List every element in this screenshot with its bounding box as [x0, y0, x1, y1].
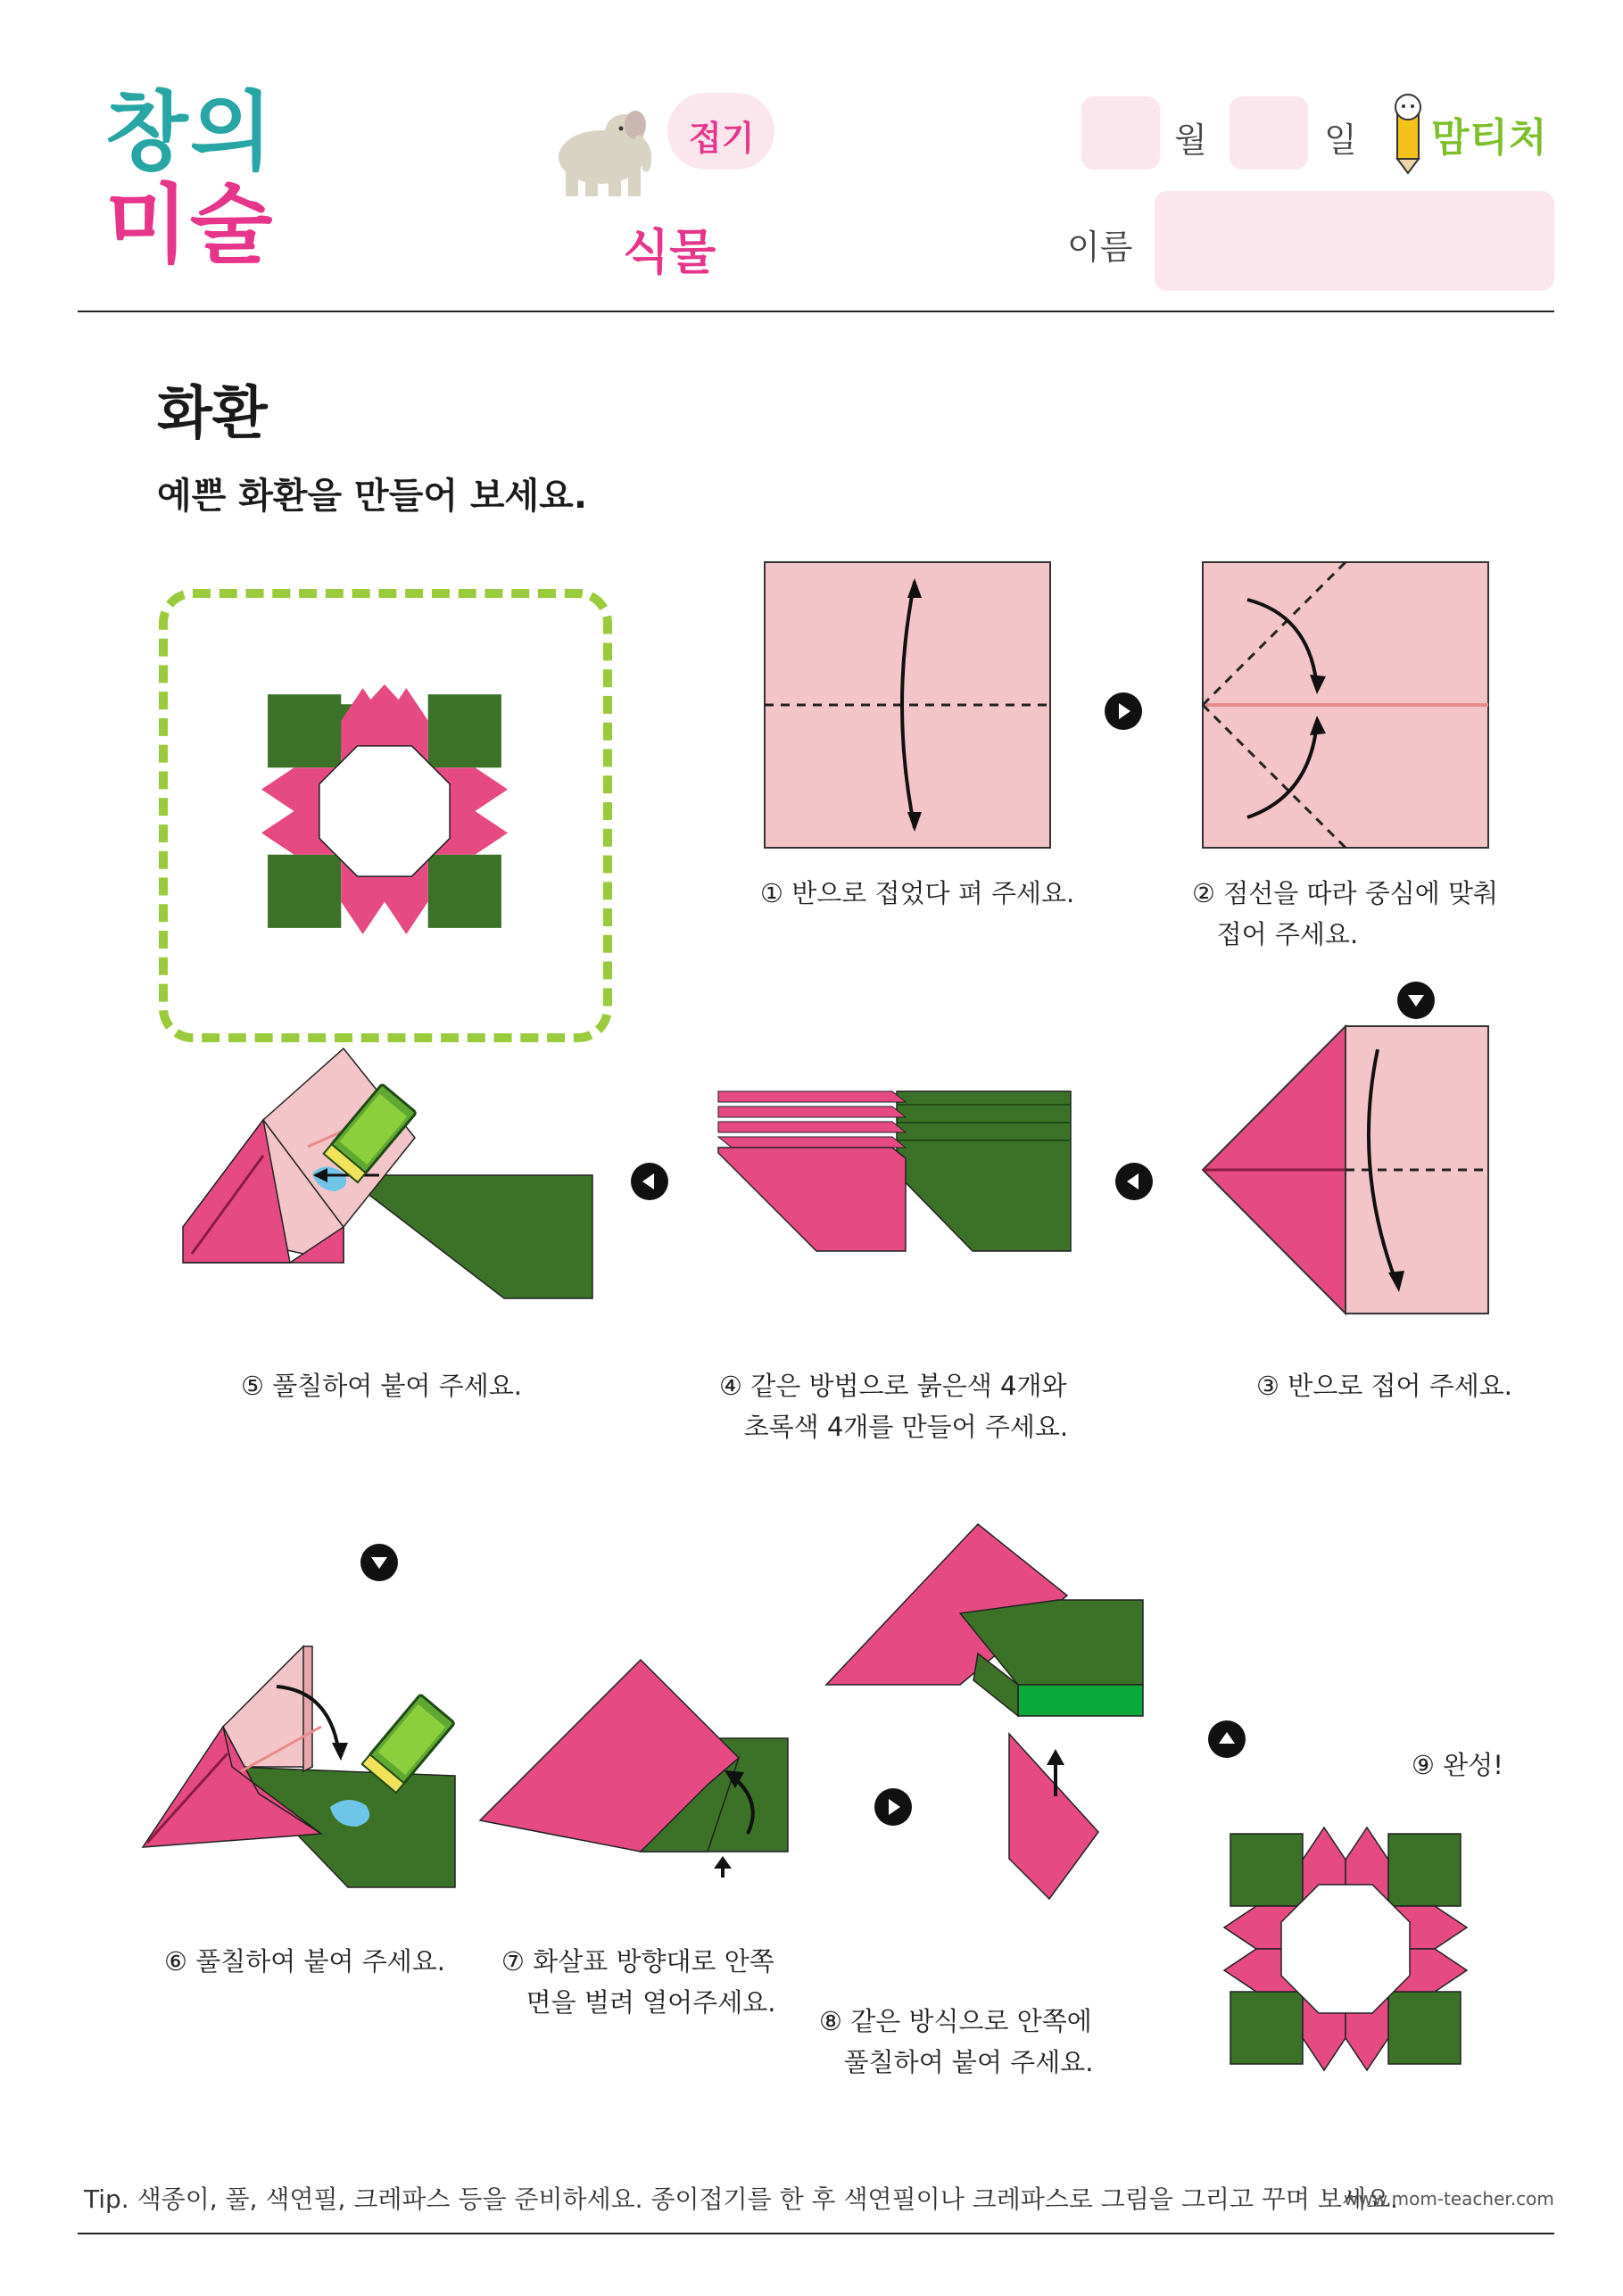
step-2-diagram [1203, 562, 1488, 848]
next-arrow-icon [1397, 982, 1435, 1019]
step-7-diagram [480, 1660, 792, 1878]
step-4-diagram [718, 1089, 1071, 1254]
header-divider [78, 311, 1554, 312]
subject-label: 식물 [623, 224, 716, 280]
month-field[interactable] [1081, 96, 1160, 170]
step-6-caption: ⑥ 풀칠하여 붙여 주세요. [164, 1946, 445, 1977]
step-7-caption: ⑦ 화살표 방향대로 안쪽 면을 벌려 열어주세요. [501, 1946, 776, 2018]
day-label: 일 [1324, 120, 1357, 160]
step-2-caption: ② 점선을 따라 중심에 맞춰 접어 주세요. [1192, 878, 1499, 949]
day-field[interactable] [1230, 96, 1308, 170]
name-label: 이름 [1067, 228, 1133, 267]
logo-line-2: 미술 [105, 175, 275, 275]
page-title: 화환 [157, 381, 268, 447]
step-3-diagram [1203, 1026, 1488, 1316]
next-arrow-icon [1115, 1163, 1153, 1200]
elephant-icon [546, 105, 653, 199]
step-4-caption: ④ 같은 방법으로 붉은색 4개와 초록색 4개를 만들어 주세요. [719, 1371, 1069, 1442]
next-arrow-icon [1105, 692, 1142, 730]
next-arrow-icon [631, 1163, 668, 1200]
step-9-diagram [1167, 1770, 1524, 2127]
step-1-caption: ① 반으로 접었다 펴 주세요. [760, 878, 1075, 908]
step-3-caption: ③ 반으로 접어 주세요. [1256, 1371, 1512, 1401]
footer-website[interactable]: www.mom-teacher.com [1344, 2188, 1554, 2209]
finished-wreath [203, 630, 566, 992]
name-field[interactable] [1155, 191, 1554, 291]
step-8-caption: ⑧ 같은 방식으로 안쪽에 풀칠하여 붙여 주세요. [819, 2006, 1094, 2077]
glue-stick-icon [352, 1697, 460, 1795]
pencil-mascot-icon [1387, 93, 1429, 173]
category-badge-label: 접기 [689, 119, 755, 158]
step-1-diagram [765, 562, 1050, 848]
brand-logo: 맘티처 [1431, 115, 1548, 161]
footer-divider [78, 2233, 1554, 2234]
footer-tip: Tip. 색종이, 풀, 색연필, 크레파스 등을 준비하세요. 종이접기를 한 후 색연필이나 크레파스로 그림을 그리고 꾸며 보세요. [84, 2184, 1398, 2214]
page-subtitle: 예쁜 화환을 만들어 보세요. [157, 476, 588, 517]
next-arrow-icon [360, 1544, 398, 1581]
step-5-caption: ⑤ 풀칠하여 붙여 주세요. [241, 1371, 522, 1401]
step-8-diagram [826, 1524, 1147, 1988]
month-label: 월 [1174, 120, 1207, 160]
step-9-caption: ⑨ 완성! [1412, 1750, 1503, 1780]
glue-stick-icon [314, 1087, 421, 1185]
logo [105, 82, 275, 275]
logo-line-1: 창의 [105, 82, 275, 182]
next-arrow-icon [1208, 1720, 1246, 1758]
